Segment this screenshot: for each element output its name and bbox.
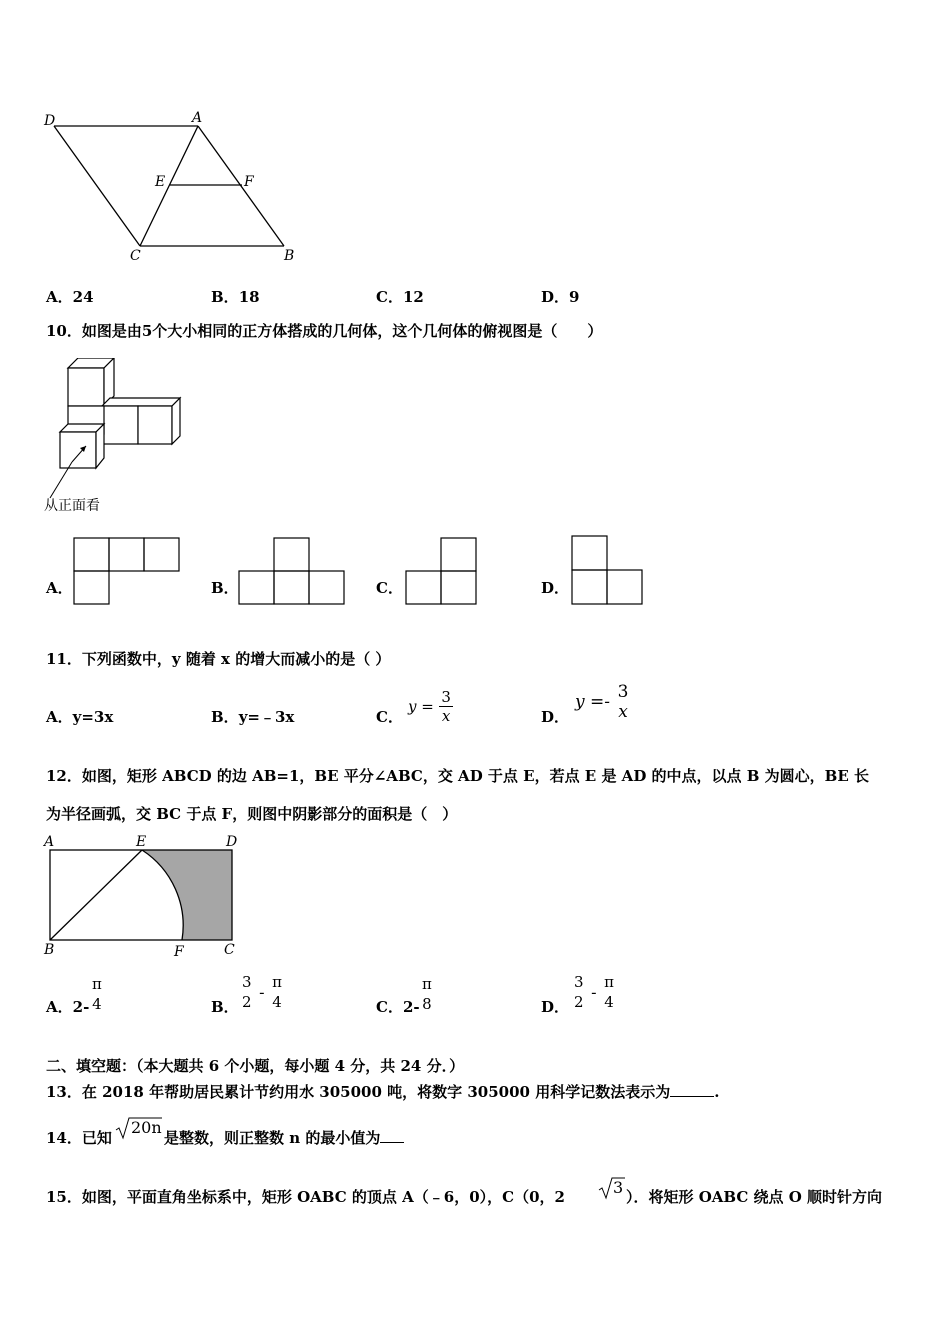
q12-label-b: B	[44, 942, 55, 958]
q11-option-c-letter[interactable]: C．	[376, 708, 403, 726]
q11-option-d-fraction: 3 x	[617, 682, 629, 722]
q10-figure	[44, 358, 189, 520]
q12-option-d-formula: 3 2 - π 4	[574, 973, 614, 1011]
q13-answer-blank[interactable]	[670, 1096, 714, 1097]
q15-prefix: 15．如图，平面直角坐标系中，矩形 OABC 的顶点 A（﹣6，0），C（0，2	[46, 1188, 565, 1206]
q9-option-c[interactable]: C．12	[376, 288, 424, 306]
q14-prefix: 14．已知	[46, 1129, 112, 1147]
q11-option-d-formula: y =- 3 x	[575, 682, 629, 722]
q13-text: 13．在 2018 年帮助居民累计节约用水 305000 吨，将数字 305000 用科学记数法表示为 .	[46, 1083, 720, 1101]
q10-option-d-figure[interactable]	[570, 534, 648, 608]
q12-label-c: C	[224, 942, 235, 958]
q9-label-c: C	[130, 248, 141, 264]
q12-stem-line2: 为半径画弧，交 BC 于点 F，则图中阴影部分的面积是（ ）	[46, 805, 458, 823]
q10-option-c-figure[interactable]	[404, 536, 482, 608]
q9-label-d: D	[44, 113, 56, 129]
q11-option-c-fraction: $\frac{3}{x}$	[441, 688, 451, 725]
q10-option-d-label[interactable]: D．	[541, 579, 570, 597]
q12-stem-line1: 12．如图，矩形 ABCD 的边 AB=1，BE 平分∠ABC，交 AD 于点 E，若点 E 是 AD 的中点，以点 B 为圆心，BE 长	[46, 767, 870, 785]
q10-option-a-label[interactable]: A．	[46, 579, 73, 597]
section2-heading: 二、填空题：（本大题共 6 个小题，每小题 4 分，共 24 分．）	[46, 1057, 465, 1075]
q10-stem: 10．如图是由5个大小相同的正方体搭成的几何体，这个几何体的俯视图是（ ）	[46, 322, 603, 340]
q12-figure	[40, 832, 250, 960]
q10-option-b-figure[interactable]	[237, 536, 349, 608]
q12-option-b-formula: 3 2 - π 4	[242, 973, 282, 1011]
q12-option-a-fraction: π 4	[92, 975, 102, 1013]
q9-option-d[interactable]: D．9	[541, 288, 580, 306]
q14-radicand: 20n	[131, 1118, 162, 1137]
q9-option-b[interactable]: B．18	[211, 288, 260, 306]
q10-option-c-label[interactable]: C．	[376, 579, 403, 597]
q10-option-a-figure[interactable]	[72, 536, 184, 608]
q11-stem: 11．下列函数中，y 随着 x 的增大而减小的是（ ）	[46, 650, 391, 668]
q15-radicand: 3	[613, 1178, 624, 1197]
q10-option-b-label[interactable]: B．	[211, 579, 239, 597]
q12-option-b-letter[interactable]: B．	[211, 998, 239, 1016]
q11-option-b[interactable]: B．y=﹣3x	[211, 708, 295, 726]
q11-option-a[interactable]: A．y=3x	[46, 708, 114, 726]
q12-option-a[interactable]: A．2-	[46, 998, 90, 1016]
q9-label-e: E	[155, 174, 166, 190]
q9-label-a: A	[192, 110, 203, 126]
q15-suffix: ）．将矩形 OABC 绕点 O 顺时针方向	[626, 1188, 883, 1206]
q12-label-a: A	[44, 834, 55, 850]
q14-suffix: 是整数，则正整数 n 的最小值为	[164, 1127, 404, 1148]
q12-label-f: F	[174, 944, 184, 960]
q14-answer-blank[interactable]	[380, 1142, 404, 1143]
q10-figure-caption: 从正面看	[44, 498, 100, 514]
q12-label-d: D	[226, 834, 238, 850]
q9-label-f: F	[244, 174, 254, 190]
q12-option-c-fraction: π 8	[422, 975, 432, 1013]
q12-option-c[interactable]: C．2-	[376, 998, 420, 1016]
q11-option-d-letter[interactable]: D．	[541, 708, 570, 726]
q12-label-e: E	[136, 834, 147, 850]
q12-option-d-letter[interactable]: D．	[541, 998, 570, 1016]
q9-option-a[interactable]: A．24	[46, 288, 94, 306]
q9-label-b: B	[284, 248, 295, 264]
q9-figure	[40, 108, 310, 268]
q11-option-c-formula: y = $\frac{3}{x}$	[408, 688, 451, 725]
